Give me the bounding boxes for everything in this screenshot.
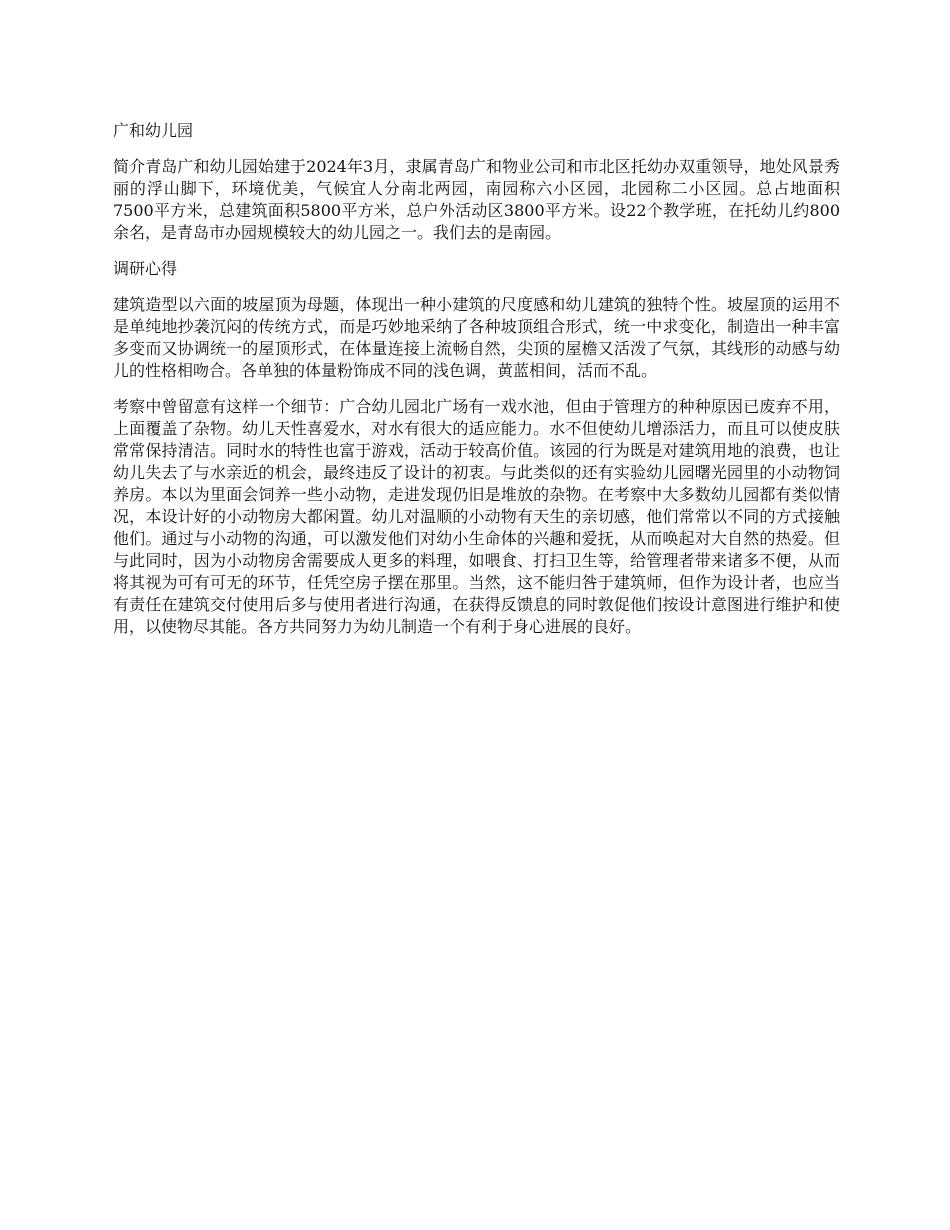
body-paragraph-2: 考察中曾留意有这样一个细节：广合幼儿园北广场有一戏水池，但由于管理方的种种原因已废弃不用，上面覆盖了杂物。幼儿天性喜爱水，对水有很大的适应能力。水不但使幼儿增添活力，而且可以使皮肤常常保持清洁。同时水的特性也富于游戏，活动于较高价值。该园的行为既是对建筑用地的浪费，也让幼儿失去了与水亲近的机会，最终违反了设计的初衷。与此类似的还有实验幼儿园曙光园里的小动物饲养房。本以为里面会饲养一些小动物，走进发现仍旧是堆放的杂物。在考察中大多数幼儿园都有类似情况，本设计好的小动物房大都闲置。幼儿对温顺的小动物有天生的亲切感，他们常常以不同的方式接触他们。通过与小动物的沟通，可以激发他们对幼小生命体的兴趣和爱抚，从而唤起对大自然的热爱。但与此同时，因为小动物房舍需要成人更多的料理，如喂食、打扫卫生等，给管理者带来诸多不便，从而将其视为可有可无的环节，任凭空房子摆在那里。当然，这不能归咎于建筑师，但作为设计者，也应当有责任在建筑交付使用后多与使用者进行沟通，在获得反馈息的同时敦促他们按设计意图进行维护和使用，以使物尽其能。各方共同努力为幼儿制造一个有利于身心进展的良好。 — [113, 397, 840, 636]
section-title: 调研心得 — [113, 259, 178, 278]
body-paragraph-1: 建筑造型以六面的坡屋顶为母题，体现出一种小建筑的尺度感和幼儿建筑的独特个性。坡屋顶的运用不是单纯地抄袭沉闷的传统方式，而是巧妙地采纳了各种坡顶组合形式，统一中求变化，制造出一种丰富多变而又协调统一的屋顶形式，在体量连接上流畅自然，尖顶的屋檐又活泼了气氛，其线形的动感与幼儿的性格相吻合。各单独的体量粉饰成不同的浅色调，黄蓝相间，活而不乱。 — [113, 295, 840, 380]
document-page — [113, 120, 840, 652]
intro-paragraph: 简介青岛广和幼儿园始建于2024年3月，隶属青岛广和物业公司和市北区托幼办双重领导，地处风景秀丽的浮山脚下，环境优美，气候宜人分南北两园，南园称六小区园，北园称二小区园。总占地面积7500平方米，总建筑面积5800平方米，总户外活动区3800平方米。设22个教学班，在托幼儿约800余名，是青岛市办园规模较大的幼儿园之一。我们去的是南园。 — [113, 157, 840, 242]
document-title: 广和幼儿园 — [113, 121, 194, 140]
